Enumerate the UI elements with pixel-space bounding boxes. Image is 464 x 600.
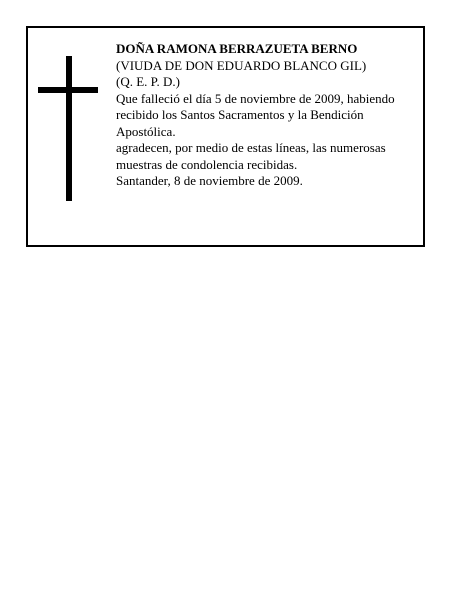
deceased-name: DOÑA RAMONA BERRAZUETA BERNO xyxy=(116,41,358,56)
place-date-line: Santander, 8 de noviembre de 2009. xyxy=(116,173,303,188)
thanks-line: agradecen, por medio de estas líneas, las numerosas muestras de condolencia recibidas. xyxy=(116,140,386,172)
rip-line: (Q. E. P. D.) xyxy=(116,74,180,89)
cross-horizontal-bar xyxy=(38,87,98,93)
cross-icon xyxy=(38,56,98,201)
death-line: Que falleció el día 5 de noviembre de 2009, habiendo recibido los Santos Sacramentos y la Bendición Apostólica. xyxy=(116,90,395,139)
widow-of-line: (VIUDA DE DON EDUARDO BLANCO GIL) xyxy=(116,57,367,73)
obituary-text xyxy=(116,41,416,190)
cross-vertical-bar xyxy=(66,56,72,201)
obituary-notice xyxy=(26,26,425,247)
